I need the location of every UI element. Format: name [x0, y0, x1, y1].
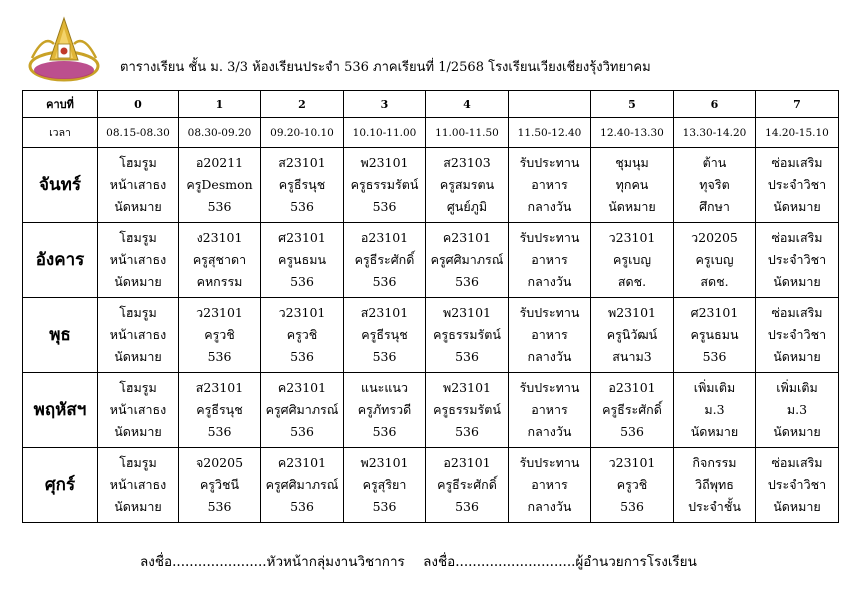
cell-line: ครูนธมน: [277, 252, 327, 267]
time-slot: 09.20-10.10: [261, 118, 344, 148]
cell-line: รับประทาน: [519, 155, 580, 170]
cell-line: 536: [702, 349, 727, 364]
cell-line: นัดหมาย: [608, 199, 656, 214]
schedule-cell: [674, 223, 756, 298]
cell-line: ครูวิชนี: [199, 477, 240, 492]
schedule-cell: [591, 373, 674, 448]
schedule-cell: [344, 223, 426, 298]
time-slot: 14.20-15.10: [756, 118, 839, 148]
cell-line: ครูสมรตน: [439, 177, 495, 192]
cell-line: ครูธรรมรัตน์: [350, 177, 419, 192]
cell-line: ศูนย์ภูมิ: [446, 199, 488, 214]
cell-line: เพิ่มเติม: [693, 380, 736, 395]
day-name: อังคาร: [23, 223, 98, 298]
schedule-cell: [261, 148, 344, 223]
schedule-cell: [179, 298, 261, 373]
cell-line: พ23101: [442, 305, 491, 320]
schedule-cell: [509, 223, 591, 298]
schedule-cell: [591, 298, 674, 373]
cell-line: 536: [372, 199, 397, 214]
cell-line: กลางวัน: [527, 274, 572, 289]
cell-line: นัดหมาย: [690, 424, 739, 439]
cell-line: สดช.: [700, 274, 729, 289]
cell-line: ประจำวิชา: [767, 327, 827, 342]
cell-line: ว23101: [196, 305, 243, 320]
schedule-cell: [261, 223, 344, 298]
period-number: 3: [344, 91, 426, 118]
cell-line: โฮมรูม: [119, 230, 157, 245]
day-row: [23, 148, 839, 223]
schedule-cell: [509, 148, 591, 223]
cell-line: 536: [455, 499, 479, 514]
cell-line: จ20205: [195, 455, 244, 470]
cell-line: ค23101: [277, 380, 327, 395]
cell-line: หน้าเสาธง: [109, 327, 167, 342]
cell-line: 536: [207, 424, 232, 439]
schedule-cell: [261, 298, 344, 373]
time-slot: 08.15-08.30: [98, 118, 179, 148]
cell-line: ประจำชั้น: [688, 499, 741, 514]
schedule-cell: [426, 448, 509, 523]
cell-line: ครูธีรนุช: [361, 327, 408, 342]
cell-line: นัดหมาย: [114, 274, 162, 289]
cell-line: ศึกษา: [699, 199, 730, 214]
schedule-cell: [591, 223, 674, 298]
cell-line: ง23101: [196, 230, 243, 245]
schedule-cell: [344, 148, 426, 223]
signature-academic-head: ลงชื่อ......................หัวหน้ากลุ่มงานวิชาการ: [140, 554, 405, 570]
time-slot: 11.50-12.40: [509, 118, 591, 148]
schedule-cell: [674, 298, 756, 373]
cell-line: ม.3: [786, 402, 808, 417]
cell-line: 536: [290, 199, 314, 214]
cell-line: นัดหมาย: [773, 199, 821, 214]
cell-line: ครูเบญ: [695, 252, 734, 267]
cell-line: 536: [372, 424, 397, 439]
schedule-cell: [674, 373, 756, 448]
cell-line: ประจำวิชา: [767, 477, 827, 492]
cell-line: ทุจริต: [699, 177, 730, 192]
cell-line: ครูศศิมาภรณ์: [265, 402, 339, 417]
schedule-cell: [179, 448, 261, 523]
period-number: 7: [756, 91, 839, 118]
schedule-cell: [674, 448, 756, 523]
cell-line: อ23101: [608, 380, 656, 395]
day-row: [23, 448, 839, 523]
cell-line: พ23101: [442, 380, 491, 395]
cell-line: ครูวชิ: [204, 327, 235, 342]
cell-line: นัดหมาย: [114, 499, 162, 514]
schedule-cell: [756, 373, 839, 448]
schedule-cell: [98, 148, 179, 223]
cell-line: นัดหมาย: [773, 349, 821, 364]
schedule-cell: [179, 223, 261, 298]
schedule-cell: [179, 373, 261, 448]
schedule-cell: [98, 298, 179, 373]
cell-line: ครูนิวัฒน์: [606, 327, 658, 342]
cell-line: อาหาร: [531, 477, 568, 492]
cell-line: ต้าน: [702, 155, 727, 170]
schedule-cell: [179, 148, 261, 223]
cell-line: พ23101: [607, 305, 656, 320]
cell-line: ชุมนุม: [615, 155, 649, 170]
cell-line: โฮมรูม: [119, 155, 157, 170]
cell-line: ส23103: [443, 155, 491, 170]
cell-line: ครูธีระศักดิ์: [354, 252, 415, 267]
cell-line: วิถีพุทธ: [695, 477, 734, 492]
cell-line: รับประทาน: [519, 380, 580, 395]
schedule-cell: [344, 298, 426, 373]
period-number: 0: [98, 91, 179, 118]
cell-line: ครูDesmon: [186, 177, 253, 192]
cell-line: ว23101: [608, 455, 656, 470]
cell-line: หน้าเสาธง: [109, 477, 167, 492]
cell-line: ศ23101: [278, 230, 326, 245]
cell-line: ศ23101: [690, 305, 739, 320]
day-row: [23, 373, 839, 448]
cell-line: รับประทาน: [519, 305, 580, 320]
cell-line: ครูธีระศักดิ์: [437, 477, 497, 492]
period-number: 1: [179, 91, 261, 118]
schedule-cell: [509, 298, 591, 373]
cell-line: อ20211: [195, 155, 244, 170]
schedule-cell: [756, 223, 839, 298]
cell-line: 536: [290, 349, 314, 364]
schedule-cell: [756, 298, 839, 373]
period-number: 2: [261, 91, 344, 118]
cell-line: 536: [290, 499, 314, 514]
cell-line: ประจำวิชา: [767, 252, 827, 267]
schedule-cell: [261, 448, 344, 523]
page-title: ตารางเรียน ชั้น ม. 3/3 ห้องเรียนประจำ 536 ภาคเรียนที่ 1/2568 โรงเรียนเวียงเชียงรุ้งวิทยาคม: [120, 60, 651, 75]
cell-line: อ23101: [360, 230, 409, 245]
cell-line: ครูธรรมรัตน์: [433, 402, 501, 417]
cell-line: แนะแนว: [361, 380, 408, 395]
period-number: 4: [426, 91, 509, 118]
cell-line: ครูวชิ: [286, 327, 318, 342]
cell-line: รับประทาน: [519, 230, 580, 245]
cell-line: 536: [207, 349, 232, 364]
cell-line: โฮมรูม: [119, 380, 157, 395]
cell-line: โฮมรูม: [119, 305, 157, 320]
cell-line: ส23101: [360, 305, 409, 320]
cell-line: 536: [207, 199, 232, 214]
cell-line: นัดหมาย: [114, 424, 162, 439]
schedule-cell: [509, 448, 591, 523]
day-row: [23, 298, 839, 373]
schedule-cell: [591, 448, 674, 523]
cell-line: โฮมรูม: [119, 455, 157, 470]
cell-line: อาหาร: [531, 402, 568, 417]
cell-line: 536: [207, 499, 232, 514]
cell-line: นัดหมาย: [773, 499, 821, 514]
cell-line: ว20205: [691, 230, 738, 245]
schedule-cell: [426, 223, 509, 298]
schedule-cell: [98, 448, 179, 523]
cell-line: นัดหมาย: [114, 349, 162, 364]
cell-line: ว23101: [608, 230, 656, 245]
cell-line: ครูเบญ: [613, 252, 651, 267]
cell-line: กิจกรรม: [692, 455, 737, 470]
cell-line: 536: [620, 424, 644, 439]
time-label: เวลา: [23, 118, 98, 148]
cell-line: ครูธีรนุช: [278, 177, 326, 192]
cell-line: ค23101: [442, 230, 492, 245]
cell-line: 536: [455, 274, 479, 289]
cell-line: สดช.: [617, 274, 647, 289]
cell-line: ครูธรรมรัตน์: [433, 327, 501, 342]
schedule-cell: [426, 373, 509, 448]
period-label: คาบที่: [23, 91, 98, 118]
cell-line: ครูธีระศักดิ์: [602, 402, 662, 417]
time-slot: 12.40-13.30: [591, 118, 674, 148]
cell-line: ซ่อมเสริม: [771, 305, 823, 320]
day-row: [23, 223, 839, 298]
schedule-cell: [426, 148, 509, 223]
timetable: [22, 90, 839, 523]
day-name: พุธ: [23, 298, 98, 373]
school-emblem-icon: [24, 14, 104, 86]
cell-line: กลางวัน: [527, 499, 572, 514]
cell-line: 536: [372, 499, 397, 514]
cell-line: กลางวัน: [527, 424, 572, 439]
cell-line: อ23101: [443, 455, 491, 470]
schedule-cell: [756, 448, 839, 523]
time-slot: 11.00-11.50: [426, 118, 509, 148]
schedule-cell: [344, 373, 426, 448]
period-number: 6: [674, 91, 756, 118]
cell-line: ครูศศิมาภรณ์: [430, 252, 504, 267]
cell-line: ส23101: [195, 380, 244, 395]
cell-line: ทุกคน: [615, 177, 649, 192]
schedule-cell: [344, 448, 426, 523]
cell-line: นัดหมาย: [773, 424, 821, 439]
cell-line: รับประทาน: [519, 455, 580, 470]
cell-line: 536: [372, 349, 397, 364]
schedule-cell: [509, 373, 591, 448]
cell-line: ครูสุริยา: [362, 477, 407, 492]
cell-line: ครูภัทรวดี: [357, 402, 412, 417]
period-header-row: [23, 91, 839, 118]
schedule-cell: [756, 148, 839, 223]
cell-line: นัดหมาย: [773, 274, 821, 289]
cell-line: หน้าเสาธง: [109, 252, 167, 267]
cell-line: ค23101: [277, 455, 327, 470]
schedule-cell: [674, 148, 756, 223]
cell-line: 536: [620, 499, 644, 514]
cell-line: เพิ่มเติม: [776, 380, 818, 395]
cell-line: 536: [455, 349, 479, 364]
time-slot: 13.30-14.20: [674, 118, 756, 148]
cell-line: 536: [372, 274, 397, 289]
period-number: 5: [591, 91, 674, 118]
time-slot: 10.10-11.00: [344, 118, 426, 148]
cell-line: ม.3: [704, 402, 725, 417]
cell-line: คหกรรม: [196, 274, 243, 289]
period-number: [509, 91, 591, 118]
signature-director: ลงชื่อ............................ผู้อำนวยการโรงเรียน: [423, 554, 697, 570]
cell-line: ซ่อมเสริม: [771, 155, 823, 170]
schedule-cell: [591, 148, 674, 223]
cell-line: 536: [455, 424, 479, 439]
schedule-cell: [98, 373, 179, 448]
cell-line: อาหาร: [531, 252, 568, 267]
cell-line: ว23101: [278, 305, 326, 320]
cell-line: ครูวชิ: [616, 477, 648, 492]
cell-line: หน้าเสาธง: [109, 402, 167, 417]
cell-line: ครูธีรนุช: [196, 402, 243, 417]
cell-line: นัดหมาย: [114, 199, 162, 214]
cell-line: สนาม3: [612, 349, 652, 364]
cell-line: กลางวัน: [527, 349, 572, 364]
cell-line: ประจำวิชา: [767, 177, 827, 192]
cell-line: ส23101: [278, 155, 326, 170]
cell-line: ครูศศิมาภรณ์: [265, 477, 339, 492]
cell-line: ครูนธมน: [690, 327, 739, 342]
cell-line: หน้าเสาธง: [109, 177, 167, 192]
schedule-cell: [426, 298, 509, 373]
day-name: จันทร์: [23, 148, 98, 223]
day-name: ศุกร์: [23, 448, 98, 523]
cell-line: ครูสุชาดา: [192, 252, 247, 267]
cell-line: 536: [290, 274, 314, 289]
time-slot: 08.30-09.20: [179, 118, 261, 148]
signature-block: [140, 550, 711, 572]
cell-line: กลางวัน: [527, 199, 572, 214]
cell-line: ซ่อมเสริม: [771, 455, 823, 470]
day-name: พฤหัสฯ: [23, 373, 98, 448]
cell-line: ซ่อมเสริม: [771, 230, 823, 245]
cell-line: 536: [290, 424, 314, 439]
cell-line: พ23101: [360, 155, 409, 170]
time-header-row: [23, 118, 839, 148]
schedule-cell: [261, 373, 344, 448]
cell-line: อาหาร: [531, 327, 568, 342]
cell-line: อาหาร: [531, 177, 568, 192]
schedule-cell: [98, 223, 179, 298]
cell-line: พ23101: [360, 455, 409, 470]
